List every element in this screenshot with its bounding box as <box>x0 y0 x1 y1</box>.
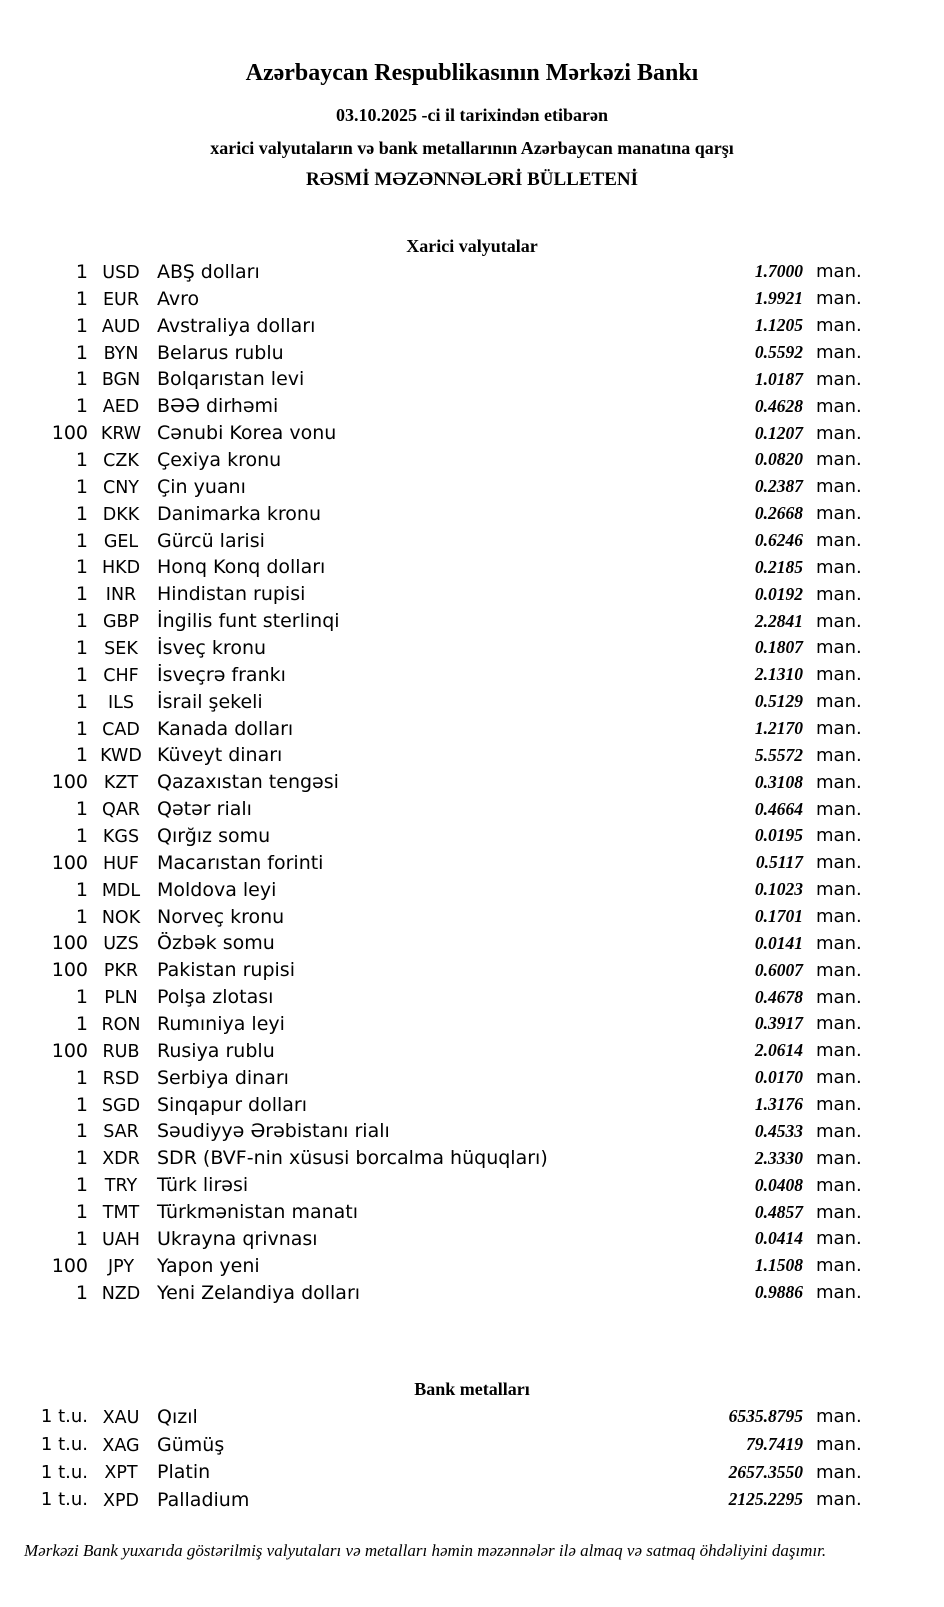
currency-row <box>0 715 944 742</box>
metal-code: XAG <box>102 1435 140 1456</box>
currency-rate: 0.2387 <box>754 476 803 497</box>
currency-rate: 0.0820 <box>754 449 803 470</box>
currency-unit-label: man. <box>816 368 862 390</box>
currency-quantity: 1 <box>75 583 88 606</box>
currency-rate: 1.7000 <box>754 261 803 282</box>
currency-row <box>0 500 944 527</box>
currency-code: GBP <box>102 612 140 633</box>
currency-code: HKD <box>101 558 141 579</box>
currency-quantity: 1 <box>75 287 88 310</box>
currency-rate: 2.2841 <box>754 610 803 631</box>
currency-rate: 0.1207 <box>754 422 803 443</box>
currency-code: RUB <box>102 1041 140 1062</box>
currency-code: KRW <box>100 424 142 445</box>
metal-row <box>0 1403 944 1431</box>
currency-quantity: 1 <box>75 395 88 418</box>
currency-unit-label: man. <box>816 315 862 337</box>
currency-rate: 0.3108 <box>754 771 803 792</box>
currency-row <box>0 1145 944 1172</box>
currency-name: İsveçrə frankı <box>157 663 286 686</box>
currency-row <box>0 366 944 393</box>
currency-unit-label: man. <box>816 1040 862 1062</box>
currency-unit-label: man. <box>816 1147 862 1169</box>
currency-quantity: 1 <box>75 314 88 337</box>
currency-unit-label: man. <box>816 422 862 444</box>
currency-row <box>0 1037 944 1064</box>
currency-unit-label: man. <box>816 906 862 928</box>
currency-code: MDL <box>101 880 141 901</box>
currency-unit-label: man. <box>816 986 862 1008</box>
currency-code: UAH <box>102 1229 140 1250</box>
metal-rate: 2657.3550 <box>728 1461 803 1482</box>
currency-unit-label: man. <box>816 1174 862 1196</box>
currency-rate: 0.4678 <box>754 986 803 1007</box>
currency-code: CHF <box>103 665 139 686</box>
currency-code: HUF <box>102 853 140 874</box>
currency-rate: 0.0195 <box>754 825 803 846</box>
currency-name: Danimarka kronu <box>157 502 322 525</box>
currencies-section-heading: Xarici valyutalar <box>406 236 538 256</box>
currency-rate: 0.4628 <box>754 395 803 416</box>
currency-code: KGS <box>102 826 140 847</box>
currency-quantity: 100 <box>51 851 88 874</box>
currency-unit-label: man. <box>816 342 862 363</box>
currency-unit-label: man. <box>816 449 862 471</box>
metal-quantity: 1 t.u. <box>40 1406 88 1428</box>
currency-rate: 0.0170 <box>754 1067 803 1088</box>
metal-rate: 6535.8795 <box>728 1406 803 1427</box>
currency-quantity: 1 <box>75 744 88 767</box>
currency-quantity: 1 <box>75 1012 88 1035</box>
currency-rate: 0.6007 <box>754 959 803 980</box>
currency-code: XDR <box>102 1149 140 1170</box>
currency-row <box>0 554 944 581</box>
currency-rate: 0.6246 <box>754 530 803 551</box>
currency-name: Səudiyyə Ərəbistanı rialı <box>157 1120 390 1143</box>
currency-quantity: 1 <box>75 1093 88 1116</box>
currency-row <box>0 1172 944 1199</box>
currency-rate: 1.0187 <box>754 368 803 389</box>
currency-quantity: 100 <box>51 959 88 982</box>
currency-unit-label: man. <box>816 798 862 820</box>
currency-rate: 1.1508 <box>754 1255 803 1276</box>
currency-row <box>0 823 944 850</box>
metal-rate: 2125.2295 <box>728 1489 803 1510</box>
currency-rate: 0.5129 <box>754 691 803 712</box>
currency-row <box>0 1279 944 1306</box>
currency-name: Yeni Zelandiya dolları <box>157 1281 361 1304</box>
currency-quantity: 1 <box>75 475 88 498</box>
metal-code: XPT <box>104 1463 138 1484</box>
currency-unit-label: man. <box>816 1013 862 1035</box>
currency-row <box>0 742 944 769</box>
currency-unit-label: man. <box>816 852 862 874</box>
currency-code: JPY <box>107 1256 135 1277</box>
currency-name: ABŞ dolları <box>157 260 260 283</box>
currency-row <box>0 688 944 715</box>
currency-row <box>0 473 944 500</box>
currency-code: GEL <box>103 531 139 552</box>
currency-name: Ukrayna qrivnası <box>157 1227 318 1250</box>
currency-quantity: 1 <box>75 448 88 471</box>
currency-row <box>0 393 944 420</box>
metal-rate: 79.7419 <box>746 1434 803 1455</box>
metal-unit-label: man. <box>816 1406 862 1428</box>
currency-code: AED <box>102 397 140 418</box>
currency-rate: 2.0614 <box>754 1040 803 1061</box>
metal-quantity: 1 t.u. <box>40 1461 88 1483</box>
currency-rate: 0.0408 <box>754 1174 803 1195</box>
metal-name: Platin <box>157 1461 211 1484</box>
currency-code: PLN <box>104 988 138 1009</box>
currency-row <box>0 527 944 554</box>
currency-name: Hindistan rupisi <box>157 583 306 606</box>
currency-rate: 0.4533 <box>754 1120 803 1141</box>
currency-quantity: 1 <box>75 1281 88 1304</box>
currency-name: Sinqapur dolları <box>157 1093 308 1116</box>
currency-unit-label: man. <box>816 556 862 578</box>
currency-unit-label: man. <box>816 664 862 686</box>
currency-code: NOK <box>101 907 141 928</box>
currency-row <box>0 957 944 984</box>
currency-rate: 1.2170 <box>754 718 803 739</box>
effective-date-line: 03.10.2025 -ci il tarixindən etibarən <box>336 105 608 125</box>
currency-quantity: 1 <box>75 1120 88 1143</box>
currency-code: PKR <box>103 961 139 982</box>
currency-name: İsrail şekeli <box>157 690 263 713</box>
currency-row <box>0 447 944 474</box>
currency-code: QAR <box>102 800 140 821</box>
currency-quantity: 1 <box>75 1147 88 1170</box>
currency-code: KWD <box>100 746 142 767</box>
metal-name: Gümüş <box>157 1433 225 1456</box>
currency-unit-label: man. <box>816 583 862 605</box>
currency-code: SEK <box>104 638 138 659</box>
currency-code: TMT <box>102 1203 140 1223</box>
metal-quantity: 1 t.u. <box>40 1434 88 1456</box>
currency-rate: 0.2185 <box>754 556 803 577</box>
currency-quantity: 1 <box>75 986 88 1009</box>
currency-unit-label: man. <box>816 1201 862 1223</box>
currency-quantity: 1 <box>75 878 88 901</box>
metal-quantity: 1 t.u. <box>40 1489 88 1511</box>
currency-rate: 0.0141 <box>754 932 803 953</box>
currency-unit-label: man. <box>816 1094 862 1116</box>
currency-name: Türkmənistan manatı <box>157 1201 359 1223</box>
currency-rate: 0.5117 <box>755 852 803 873</box>
currency-name: Küveyt dinarı <box>157 744 283 767</box>
currency-row <box>0 796 944 823</box>
currency-row <box>0 661 944 688</box>
currency-name: Bolqarıstan levi <box>157 368 305 391</box>
currency-name: İngilis funt sterlinqi <box>157 610 340 633</box>
currency-row <box>0 849 944 876</box>
currency-unit-label: man. <box>816 476 862 498</box>
currency-quantity: 1 <box>75 529 88 552</box>
currency-unit-label: man. <box>816 503 862 525</box>
currency-name: Kanada dolları <box>157 717 294 740</box>
currency-quantity: 1 <box>75 260 88 283</box>
currency-name: Qırğız somu <box>157 824 271 847</box>
currency-name: Cənubi Korea vonu <box>157 422 337 445</box>
currency-unit-label: man. <box>816 288 862 310</box>
currency-row <box>0 259 944 286</box>
currency-rate: 0.1023 <box>754 879 803 900</box>
currency-code: AUD <box>101 316 141 337</box>
currency-unit-label: man. <box>816 261 862 283</box>
currency-unit-label: man. <box>816 771 862 793</box>
currency-name: Çin yuanı <box>157 475 246 498</box>
currency-quantity: 1 <box>75 1174 88 1197</box>
currency-row <box>0 903 944 930</box>
metal-row <box>0 1431 944 1459</box>
currency-quantity: 1 <box>75 798 88 821</box>
currency-rate: 0.9886 <box>754 1282 803 1303</box>
currency-name: Polşa zlotası <box>157 986 274 1009</box>
currency-rate: 0.0192 <box>754 583 803 604</box>
currency-rate: 1.3176 <box>754 1094 803 1115</box>
currency-code: CAD <box>102 719 140 740</box>
currency-rate: 0.1701 <box>754 906 803 927</box>
currency-code: RON <box>101 1014 141 1035</box>
currency-unit-label: man. <box>816 718 862 740</box>
currency-quantity: 100 <box>51 771 88 794</box>
currency-rate: 1.9921 <box>754 288 803 309</box>
currency-name: Moldova leyi <box>157 878 277 901</box>
currency-row <box>0 930 944 957</box>
currency-quantity: 1 <box>75 690 88 713</box>
currency-quantity: 100 <box>51 932 88 955</box>
currency-code: SGD <box>101 1095 141 1116</box>
currency-row <box>0 1011 944 1038</box>
currency-row <box>0 635 944 662</box>
currency-unit-label: man. <box>816 1067 862 1089</box>
currency-code: UZS <box>103 934 139 955</box>
currency-row <box>0 420 944 447</box>
currency-rate: 1.1205 <box>754 315 803 336</box>
currency-unit-label: man. <box>816 610 862 632</box>
metal-row <box>0 1486 944 1514</box>
currency-unit-label: man. <box>816 879 862 901</box>
currency-quantity: 1 <box>75 717 88 740</box>
currency-unit-label: man. <box>816 1120 862 1142</box>
currency-name: Gürcü larisi <box>157 529 265 552</box>
currency-quantity: 1 <box>75 502 88 525</box>
currency-quantity: 100 <box>51 422 88 445</box>
currency-name: Avro <box>157 287 200 310</box>
metals-section-heading: Bank metalları <box>414 1379 530 1399</box>
currency-code: ILS <box>107 692 135 713</box>
currency-quantity: 1 <box>75 368 88 391</box>
currency-unit-label: man. <box>816 530 862 552</box>
currency-row <box>0 312 944 339</box>
currency-name: BƏƏ dirhəmi <box>157 395 279 418</box>
currency-row <box>0 1252 944 1279</box>
currencies-table <box>0 259 944 1307</box>
currency-name: Avstraliya dolları <box>157 314 316 337</box>
currency-code: EUR <box>102 289 140 310</box>
page-title: Azərbaycan Respublikasının Mərkəzi Bankı <box>245 60 699 86</box>
currency-row <box>0 581 944 608</box>
currency-code: RSD <box>102 1068 140 1089</box>
currency-row <box>0 1064 944 1091</box>
currency-unit-label: man. <box>816 825 862 847</box>
metal-code: XPD <box>102 1490 140 1511</box>
metal-unit-label: man. <box>816 1434 862 1456</box>
currency-unit-label: man. <box>816 932 862 954</box>
currency-name: Norveç kronu <box>157 905 285 928</box>
currency-rate: 2.3330 <box>754 1147 803 1168</box>
currency-quantity: 1 <box>75 610 88 633</box>
currency-row <box>0 608 944 635</box>
metal-row <box>0 1458 944 1486</box>
currency-row <box>0 285 944 312</box>
metal-code: XAU <box>102 1407 140 1428</box>
currency-quantity: 1 <box>75 1227 88 1250</box>
metal-name: Qızıl <box>157 1405 198 1428</box>
currency-rate: 0.1807 <box>754 637 803 658</box>
metal-name: Palladium <box>157 1488 250 1511</box>
currency-rate: 0.4857 <box>754 1201 803 1222</box>
currency-row <box>0 1225 944 1252</box>
currency-code: USD <box>102 262 140 283</box>
currency-unit-label: man. <box>816 959 862 981</box>
currency-row <box>0 769 944 796</box>
metal-unit-label: man. <box>816 1489 862 1511</box>
currency-name: SDR (BVF-nin xüsusi borcalma hüquqları) <box>157 1147 548 1170</box>
currency-row <box>0 339 944 366</box>
currency-quantity: 1 <box>75 1066 88 1089</box>
currency-code: NZD <box>101 1283 141 1304</box>
currency-unit-label: man. <box>816 1282 862 1304</box>
currency-code: KZT <box>103 773 139 794</box>
currency-name: Çexiya kronu <box>157 448 282 471</box>
currency-quantity: 1 <box>75 905 88 928</box>
currency-code: BGN <box>101 370 141 391</box>
subject-line: xarici valyutaların və bank metallarının Azərbaycan manatına qarşı <box>210 138 734 158</box>
currency-quantity: 1 <box>75 556 88 579</box>
currency-code: BYN <box>103 343 139 364</box>
currency-quantity: 1 <box>75 341 88 364</box>
currency-row <box>0 1091 944 1118</box>
currency-quantity: 100 <box>51 1254 88 1277</box>
currency-rate: 0.3917 <box>754 1013 803 1034</box>
currency-quantity: 100 <box>51 1039 88 1062</box>
bulletin-title: RƏSMİ MƏZƏNNƏLƏRİ BÜLLETENİ <box>305 169 638 190</box>
currency-unit-label: man. <box>816 744 862 766</box>
currency-rate: 5.5572 <box>754 744 803 765</box>
currency-code: SAR <box>103 1122 139 1143</box>
currency-name: Belarus rublu <box>157 341 284 364</box>
currency-unit-label: man. <box>816 1255 862 1277</box>
currency-row <box>0 876 944 903</box>
currency-code: CZK <box>103 450 139 471</box>
currency-unit-label: man. <box>816 637 862 659</box>
currency-name: Macarıstan forinti <box>157 851 324 874</box>
currency-code: TRY <box>104 1176 138 1197</box>
currency-row <box>0 984 944 1011</box>
currency-rate: 2.1310 <box>754 664 803 685</box>
metals-table <box>0 1403 944 1514</box>
currency-name: Yapon yeni <box>157 1254 260 1277</box>
currency-rate: 0.4664 <box>754 798 803 819</box>
currency-quantity: 1 <box>75 824 88 847</box>
currency-name: Honq Konq dolları <box>157 556 326 579</box>
currency-name: Rusiya rublu <box>157 1039 275 1062</box>
currency-quantity: 1 <box>75 663 88 686</box>
obligation-note: Mərkəzi Bank yuxarıda göstərilmiş valyutaları və metalları həmin məzənnələr ilə almaq və satmaq öhdəliyini daşımır. <box>24 1541 827 1560</box>
currency-rate: 0.0414 <box>754 1228 803 1249</box>
currency-row <box>0 1118 944 1145</box>
currency-name: Serbiya dinarı <box>157 1066 289 1089</box>
currency-name: İsveç kronu <box>157 636 267 659</box>
currency-quantity: 1 <box>75 1201 88 1223</box>
currency-rate: 0.5592 <box>754 342 803 362</box>
currency-code: INR <box>105 585 137 606</box>
currency-quantity: 1 <box>75 636 88 659</box>
currency-rate: 0.2668 <box>754 503 803 524</box>
currency-name: Pakistan rupisi <box>157 959 295 982</box>
currency-name: Qətər rialı <box>157 798 252 821</box>
metal-unit-label: man. <box>816 1461 862 1483</box>
currency-code: CNY <box>103 477 139 498</box>
currency-unit-label: man. <box>816 1228 862 1250</box>
currency-name: Rumıniya leyi <box>157 1012 285 1035</box>
currency-name: Qazaxıstan tengəsi <box>157 771 339 794</box>
currency-row <box>0 1199 944 1226</box>
currency-name: Özbək somu <box>157 932 275 955</box>
currency-unit-label: man. <box>816 691 862 713</box>
currency-unit-label: man. <box>816 395 862 417</box>
currency-name: Türk lirəsi <box>157 1174 249 1197</box>
currency-code: DKK <box>102 504 140 525</box>
